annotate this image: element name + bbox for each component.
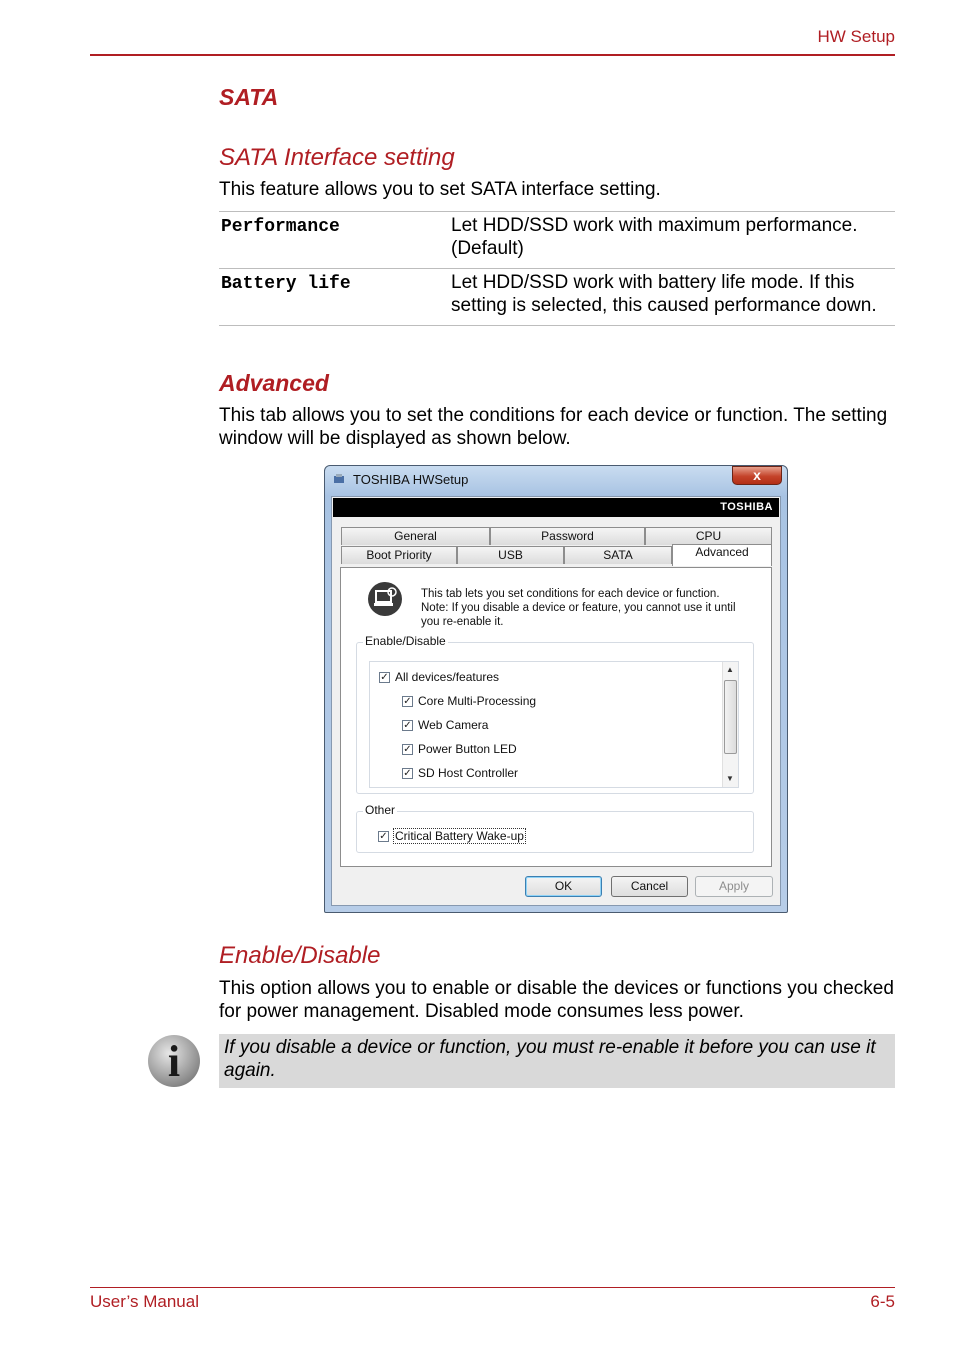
note-box [219, 1034, 895, 1088]
list-item-all-devices[interactable] [379, 670, 499, 684]
tab-general[interactable]: General [341, 527, 490, 545]
option-row-battery-life [219, 269, 895, 326]
sata-options-table [219, 211, 895, 326]
footer-manual-title: User’s Manual [90, 1292, 199, 1311]
checkbox-label: Critical Battery Wake-up [395, 829, 524, 843]
info-icon: i [148, 1035, 200, 1087]
info-text [421, 587, 736, 629]
checkbox[interactable]: ✓ [403, 719, 412, 731]
footer-rule [90, 1287, 895, 1288]
sata-heading: SATA [219, 84, 279, 110]
checkbox[interactable]: ✓ [403, 695, 412, 707]
tab-sata[interactable]: SATA [564, 546, 672, 564]
info-line: This tab lets you set conditions for each device or function. [421, 588, 720, 600]
hwsetup-dialog [324, 465, 788, 913]
info-icon [368, 582, 402, 616]
option-description: Let HDD/SSD work with battery life mode. If this setting is selected, this caused performance down. [451, 272, 877, 316]
close-button[interactable] [732, 466, 782, 485]
advanced-tab-panel [340, 567, 772, 867]
scroll-thumb[interactable] [724, 680, 737, 754]
note-text: If you disable a device or function, you must re-enable it before you can use it again. [224, 1037, 876, 1081]
tab-advanced[interactable]: Advanced [672, 544, 772, 566]
option-name: Battery life [221, 274, 351, 294]
checkbox-label: SD Host Controller [418, 766, 519, 780]
checkbox-label: Core Multi-Processing [418, 694, 537, 708]
scroll-down-icon[interactable]: ▼ [726, 774, 734, 783]
advanced-intro: This tab allows you to set the conditions for each device or function. The setting window will be displayed as shown below. [219, 405, 888, 449]
toshiba-logo: TOSHIBA [720, 501, 773, 513]
group-label: Enable/Disable [365, 634, 446, 648]
vertical-scrollbar[interactable] [722, 662, 738, 787]
dialog-client-area [331, 496, 781, 906]
list-item-core-multi-processing[interactable] [402, 694, 536, 708]
list-item-web-camera[interactable] [402, 718, 488, 732]
device-list[interactable] [369, 661, 739, 788]
app-icon [333, 473, 345, 485]
option-description: Let HDD/SSD work with maximum performance. (Default) [451, 215, 858, 259]
option-critical-battery-wake-up[interactable] [378, 828, 526, 844]
cancel-button[interactable]: Cancel [611, 876, 688, 897]
header-rule [90, 54, 895, 56]
info-line: Note: If you disable a device or feature, you cannot use it until [421, 602, 736, 614]
enable-disable-group [356, 634, 754, 794]
checkbox[interactable]: ✓ [380, 671, 389, 683]
page-number: 6-5 [870, 1292, 895, 1311]
sata-interface-subheading: SATA Interface setting [219, 144, 455, 171]
brand-banner [333, 498, 779, 517]
checkbox-label: Power Button LED [418, 742, 517, 756]
checkbox[interactable]: ✓ [379, 830, 388, 842]
checkbox-label: All devices/features [395, 670, 500, 684]
ok-button[interactable]: OK [525, 876, 602, 897]
running-header: HW Setup [817, 27, 895, 46]
advanced-heading: Advanced [219, 370, 329, 396]
enable-disable-heading: Enable/Disable [219, 942, 381, 969]
checkbox-label: Web Camera [418, 718, 489, 732]
apply-button[interactable]: Apply [695, 876, 773, 897]
enable-disable-body: This option allows you to enable or disable the devices or functions you checked for power management. Disabled mode consumes less power. [219, 978, 894, 1022]
tab-usb[interactable]: USB [457, 546, 564, 564]
list-item-power-button-led[interactable] [402, 742, 517, 756]
tab-boot-priority[interactable]: Boot Priority [341, 546, 457, 564]
close-icon: x [753, 467, 761, 483]
other-group [356, 803, 754, 853]
dialog-title-bar [335, 472, 468, 487]
sata-intro: This feature allows you to set SATA interface setting. [219, 179, 661, 200]
tab-cpu[interactable]: CPU [645, 527, 772, 545]
checkbox[interactable]: ✓ [403, 767, 412, 779]
list-item-sd-host-controller[interactable] [402, 766, 518, 780]
group-label: Other [365, 803, 396, 817]
checkbox[interactable]: ✓ [403, 743, 412, 755]
tab-password[interactable]: Password [490, 527, 645, 545]
scroll-up-icon[interactable]: ▲ [726, 665, 734, 674]
option-row-performance [219, 212, 895, 269]
dialog-title: TOSHIBA HWSetup [353, 472, 469, 487]
info-line: you re-enable it. [421, 616, 504, 628]
option-name: Performance [221, 217, 340, 237]
